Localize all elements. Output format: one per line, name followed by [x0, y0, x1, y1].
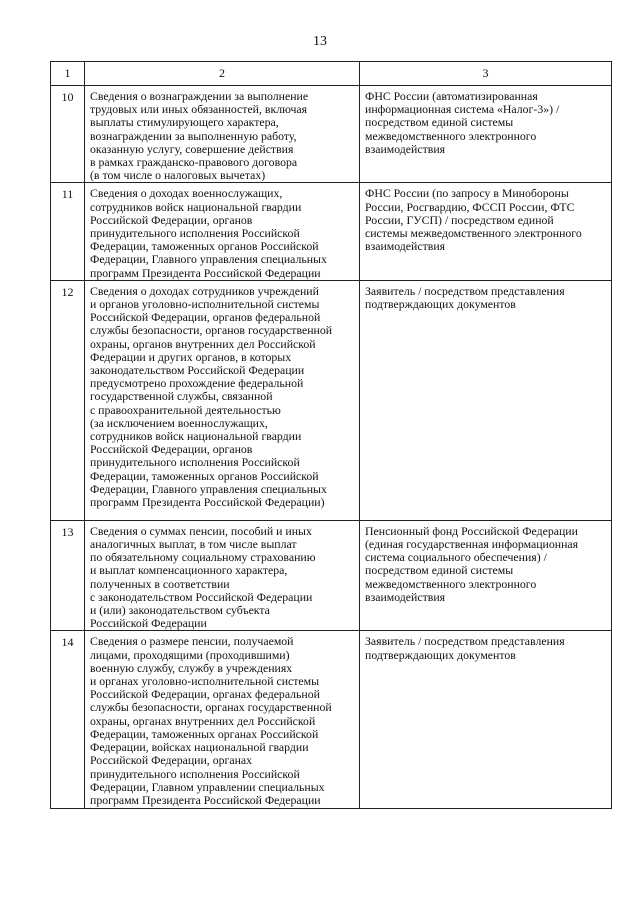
description-line: с законодательством Российской Федерации [90, 589, 313, 604]
source-line: Пенсионный фонд Российской Федерации [365, 523, 578, 538]
table-header-row [51, 62, 612, 86]
row-number-cell: 10 [51, 86, 85, 183]
source-line: России, Росгвардию, ФССП России, ФТС [365, 199, 575, 214]
description-line: Российской Федерации [90, 616, 207, 631]
source-line: подтверждающих документов [365, 647, 516, 662]
description-line: (за исключением военнослужащих, [90, 415, 268, 430]
description-cell [85, 183, 360, 280]
description-line: принудительного исполнения Российской [90, 226, 300, 241]
source-line: взаимодействия [365, 239, 446, 254]
source-cell [360, 86, 612, 183]
description-line: Федерации, Главного управления специальных [90, 252, 327, 267]
source-line: межведомственного электронного [365, 576, 537, 591]
description-line: службы безопасности, органах государственной [90, 700, 332, 715]
data-table [50, 61, 612, 809]
source-line: межведомственного электронного [365, 128, 537, 143]
description-line: предусмотрено прохождение федеральной [90, 376, 304, 391]
source-cell [360, 280, 612, 520]
table-row [51, 183, 612, 280]
description-line: Сведения о суммах пенсии, пособий и иных [90, 523, 312, 538]
description-line: трудовых или иных обязанностей, включая [90, 102, 308, 117]
source-line: Заявитель / посредством представления [365, 634, 565, 649]
source-line: система социального обеспечения) / [365, 550, 547, 565]
source-cell [360, 520, 612, 631]
description-line: аналогичных выплат, в том числе выплат [90, 537, 297, 552]
description-line: Российской Федерации, органов [90, 442, 253, 457]
source-line: посредством единой системы [365, 115, 514, 130]
description-line: Сведения о размере пенсии, получаемой [90, 634, 294, 649]
description-cell [85, 631, 360, 809]
description-line: Федерации, таможенных органах Российской [90, 726, 319, 741]
description-line: Российской Федерации, органов федеральной [90, 310, 321, 325]
source-line: информационная система «Налог-3») / [365, 102, 560, 117]
description-line: Российской Федерации, органах федеральной [90, 687, 320, 702]
row-number-cell: 12 [51, 280, 85, 520]
page-number: 13 [313, 34, 327, 49]
description-line: программ Президента Российской Федерации [90, 265, 321, 280]
description-line: законодательством Российской Федерации [90, 363, 305, 378]
description-line: в рамках гражданско-правового договора [90, 155, 298, 170]
description-line: с правоохранительной деятельностью [90, 402, 281, 417]
row-number-cell: 14 [51, 631, 85, 809]
source-line: ФНС России (автоматизированная [365, 89, 538, 103]
description-line: Российской Федерации, органах [90, 753, 253, 768]
source-line: взаимодействия [365, 141, 446, 156]
description-line: программ Президента Российской Федерации [90, 792, 321, 807]
description-line: охраны, органах внутренних дел Российской [90, 713, 316, 728]
description-line: Федерации, Главного управления специальных [90, 481, 327, 496]
source-cell [360, 183, 612, 280]
description-line: и (или) законодательством субъекта [90, 603, 270, 618]
description-cell [85, 280, 360, 520]
description-line: и органов уголовно-исполнительной системы [90, 297, 320, 312]
source-line: системы межведомственного электронного [365, 226, 582, 241]
description-line: Федерации, Главном управлении специальных [90, 779, 325, 794]
description-line: Сведения о доходах сотрудников учреждений [90, 283, 319, 298]
description-line: государственной службы, связанной [90, 389, 273, 404]
row-number-cell: 11 [51, 183, 85, 280]
source-line: (единая государственная информационная [365, 537, 579, 552]
description-line: программ Президента Российской Федерации) [90, 495, 325, 510]
description-line: Федерации, таможенных органов Российской [90, 239, 319, 254]
description-line: сотрудников войск национальной гвардии [90, 429, 302, 444]
description-line: и органах уголовно-исполнительной системы [90, 674, 320, 689]
column-header-description: 2 [85, 62, 360, 86]
description-line: полученных в соответствии [90, 576, 230, 591]
column-header-source: 3 [360, 62, 612, 86]
table-row [51, 520, 612, 631]
description-line: Федерации и других органов, в которых [90, 349, 292, 364]
description-line: (в том числе о налоговых вычетах) [90, 168, 266, 183]
description-line: и выплат компенсационного характера, [90, 563, 288, 578]
description-line: оказанную услугу, совершение действия [90, 141, 294, 156]
table-row [51, 280, 612, 520]
description-line: принудительного исполнения Российской [90, 766, 300, 781]
description-line: военную службу, службу в учреждениях [90, 660, 293, 675]
source-cell [360, 631, 612, 809]
source-line: Заявитель / посредством представления [365, 283, 565, 298]
description-line: охраны, органов внутренних дел Российской [90, 336, 316, 351]
description-line: по обязательному социальному страхованию [90, 550, 316, 565]
description-line: вознаграждении за выполненную работу, [90, 128, 297, 143]
description-line: Федерации, войсках национальной гвардии [90, 740, 309, 755]
row-number-cell: 13 [51, 520, 85, 631]
source-line: взаимодействия [365, 589, 446, 604]
description-line: Сведения о вознаграждении за выполнение [90, 89, 309, 103]
description-line: Федерации, таможенных органов Российской [90, 468, 319, 483]
table-row [51, 631, 612, 809]
description-line: службы безопасности, органов государственной [90, 323, 333, 338]
source-line: России, ГУСП) / посредством единой [365, 212, 554, 227]
description-cell [85, 86, 360, 183]
description-line: лицами, проходящими (проходившими) [90, 647, 290, 662]
description-line: выплаты стимулирующего характера, [90, 115, 279, 130]
description-line: сотрудников войск национальной гвардии [90, 199, 302, 214]
description-cell [85, 520, 360, 631]
column-header-number: 1 [51, 62, 85, 86]
table-row [51, 86, 612, 183]
source-line: подтверждающих документов [365, 297, 516, 312]
source-line: посредством единой системы [365, 563, 514, 578]
source-line: ФНС России (по запросу в Минобороны [365, 186, 569, 201]
description-line: Сведения о доходах военнослужащих, [90, 186, 283, 201]
description-line: Российской Федерации, органов [90, 212, 253, 227]
description-line: принудительного исполнения Российской [90, 455, 300, 470]
